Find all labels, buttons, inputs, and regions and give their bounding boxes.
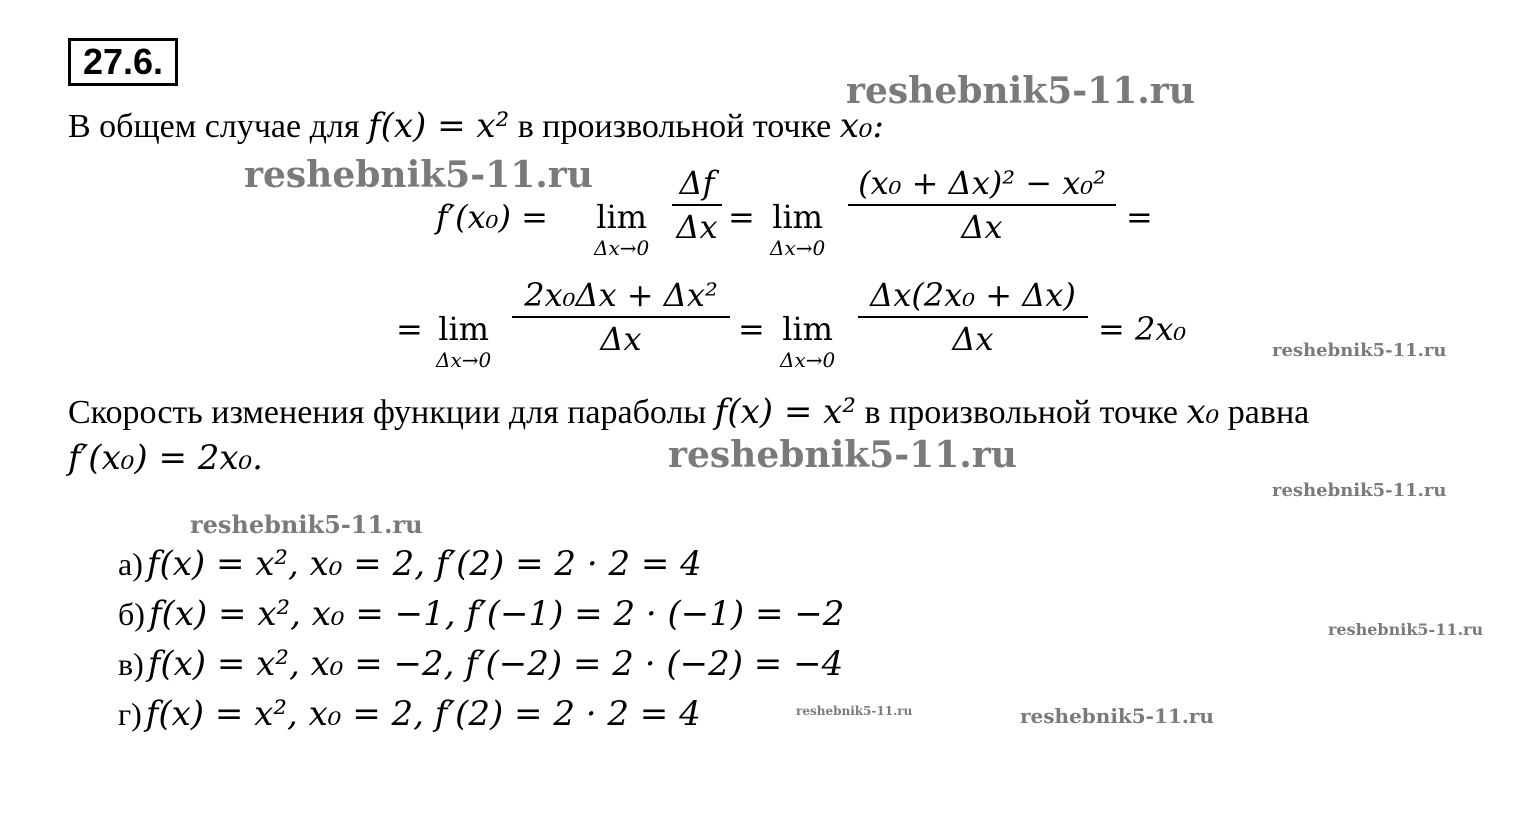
limit-3-sub: Δx→0 — [436, 348, 492, 372]
item-label: б) — [118, 596, 145, 632]
conclusion-point: x₀ — [1186, 392, 1220, 432]
conclusion-text: Скорость изменения функции для параболы — [68, 394, 707, 431]
list-item — [118, 694, 701, 734]
fraction-4-denominator: Δx — [952, 320, 994, 358]
limit-1 — [594, 198, 649, 260]
fraction-factored — [858, 276, 1088, 358]
fraction-3-bar — [512, 316, 730, 318]
fraction-1-bar — [672, 204, 722, 206]
fraction-2-numerator: (x₀ + Δx)² − x₀² — [858, 164, 1106, 202]
list-item — [118, 644, 843, 684]
fraction-difference-quotient — [848, 164, 1116, 246]
item-expression: f(x) = x², x₀ = −1, f′(−1) = 2 · (−1) = −2 — [148, 594, 845, 634]
limit-4 — [780, 310, 835, 372]
watermark: reshebnik5-11.ru — [1020, 704, 1214, 728]
watermark: reshebnik5-11.ru — [244, 154, 593, 196]
fraction-2-bar — [848, 204, 1116, 206]
conclusion-line-2: f′(x₀) = 2x₀. — [68, 438, 263, 478]
watermark: reshebnik5-11.ru — [190, 510, 423, 539]
derivative-lhs: f′(x₀) = — [436, 198, 548, 236]
limit-4-label: lim — [782, 310, 834, 348]
limit-1-sub: Δx→0 — [594, 236, 650, 260]
conclusion-mid: в произвольной точке — [864, 394, 1178, 431]
fraction-3-denominator: Δx — [600, 320, 642, 358]
intro-tail: в произвольной точке — [517, 108, 832, 145]
watermark: reshebnik5-11.ru — [1272, 480, 1447, 501]
fraction-df-dx — [672, 164, 722, 246]
item-label: а) — [118, 546, 143, 582]
equals-4: = — [738, 310, 765, 348]
equals-1: = — [728, 198, 755, 236]
equals-2: = — [1126, 198, 1153, 236]
fraction-1-denominator: Δx — [676, 208, 718, 246]
limit-1-label: lim — [596, 198, 648, 236]
watermark: reshebnik5-11.ru — [1272, 340, 1447, 361]
watermark: reshebnik5-11.ru — [668, 434, 1017, 476]
limit-4-sub: Δx→0 — [780, 348, 836, 372]
conclusion-formula: f(x) = x² — [714, 392, 856, 432]
conclusion-line-1 — [68, 392, 1309, 433]
item-label: в) — [118, 646, 144, 682]
intro-formula: f(x) = x² — [368, 106, 510, 146]
intro-line — [68, 106, 884, 147]
watermark: reshebnik5-11.ru — [1328, 620, 1484, 639]
watermark: reshebnik5-11.ru — [796, 704, 913, 718]
problem-number: 27.6. — [68, 38, 178, 86]
limit-2-label: lim — [772, 198, 824, 236]
fraction-1-numerator: Δf — [679, 164, 715, 202]
fraction-3-numerator: 2x₀Δx + Δx² — [524, 276, 718, 314]
fraction-2-denominator: Δx — [961, 208, 1003, 246]
intro-point: x₀: — [839, 106, 884, 146]
item-expression: f(x) = x², x₀ = 2, f′(2) = 2 · 2 = 4 — [146, 544, 702, 584]
limit-2 — [770, 198, 825, 260]
fraction-expanded — [512, 276, 730, 358]
list-item — [118, 594, 844, 634]
fraction-4-bar — [858, 316, 1088, 318]
limit-3 — [436, 310, 491, 372]
item-expression: f(x) = x², x₀ = −2, f′(−2) = 2 · (−2) = −4 — [147, 644, 844, 684]
list-item — [118, 544, 702, 584]
item-label: г) — [118, 696, 142, 732]
derivative-result: = 2x₀ — [1098, 310, 1187, 348]
item-expression: f(x) = x², x₀ = 2, f′(2) = 2 · 2 = 4 — [145, 694, 701, 734]
limit-2-sub: Δx→0 — [770, 236, 826, 260]
fraction-4-numerator: Δx(2x₀ + Δx) — [870, 276, 1076, 314]
intro-text: В общем случае для — [68, 108, 360, 145]
limit-3-label: lim — [438, 310, 490, 348]
equals-3: = — [396, 310, 423, 348]
watermark: reshebnik5-11.ru — [846, 70, 1195, 112]
conclusion-end: равна — [1227, 394, 1310, 431]
